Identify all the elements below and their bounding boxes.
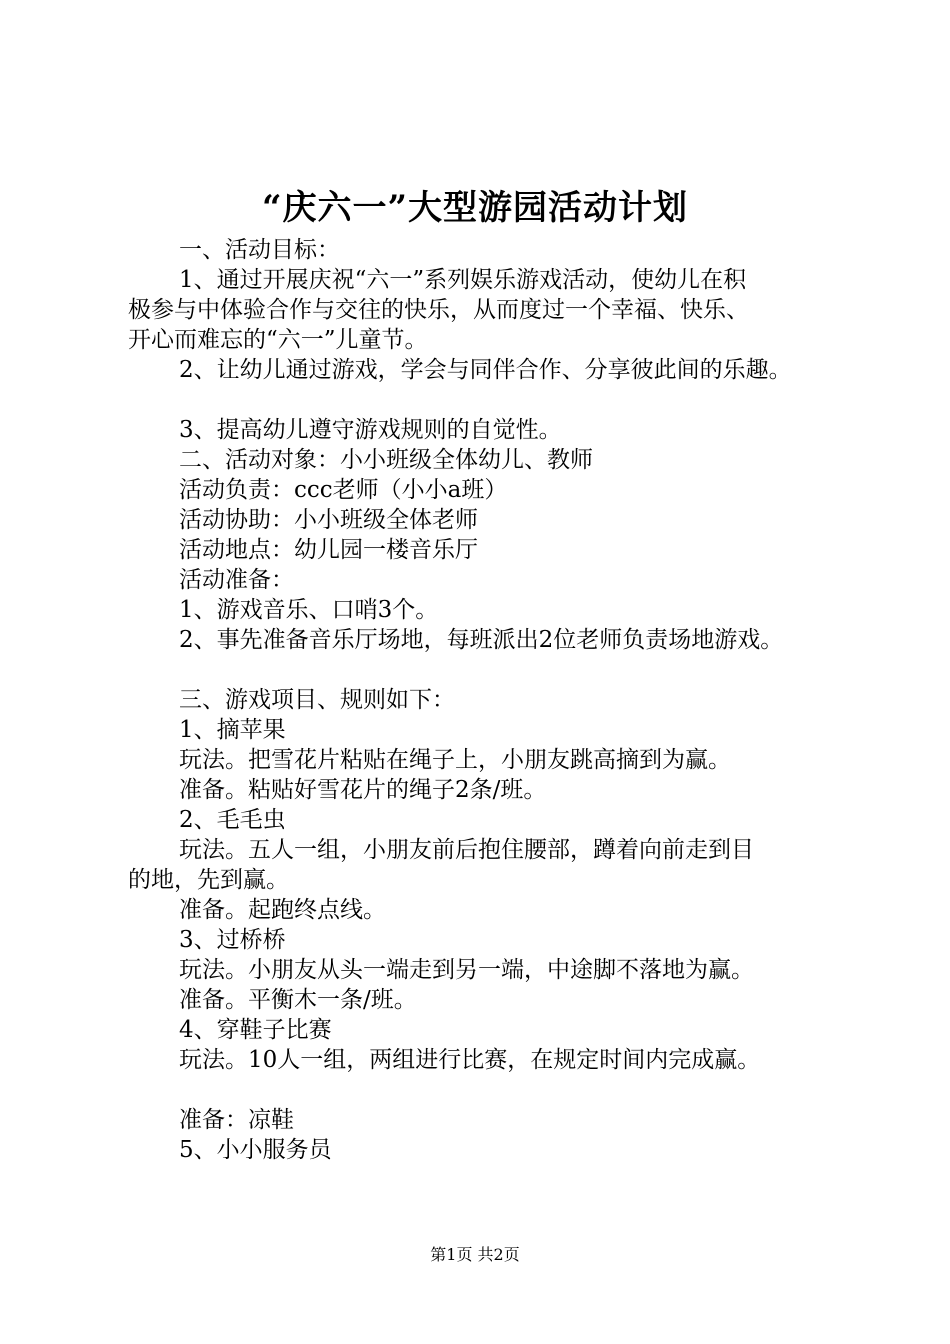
blank-line: [128, 655, 848, 685]
document-title: “庆六一”大型游园活动计划: [261, 188, 689, 228]
paragraph-line: 极参与中体验合作与交往的快乐，从而度过一个幸福、快乐、: [128, 297, 749, 323]
game-title: 1、摘苹果: [179, 717, 286, 743]
paragraph-line: 玩法。10人一组，两组进行比赛，在规定时间内完成赢。: [179, 1047, 761, 1073]
paragraph-line: 玩法。五人一组，小朋友前后抱住腰部，蹲着向前走到目: [179, 837, 754, 863]
paragraph-line: 准备。起跑终点线。: [179, 897, 386, 923]
paragraph-line: 准备。平衡木一条/班。: [179, 987, 417, 1013]
paragraph-line: 1、通过开展庆祝“六一”系列娱乐游戏活动，使幼儿在积: [179, 267, 747, 293]
document-body: [128, 235, 848, 1165]
section-heading-goals: 一、活动目标：: [179, 237, 340, 263]
game-title: 3、过桥桥: [179, 927, 286, 953]
game-title: 5、小小服务员: [179, 1137, 332, 1163]
section-heading-games: 三、游戏项目、规则如下：: [179, 687, 455, 713]
paragraph-line: 2、事先准备音乐厅场地，每班派出2位老师负责场地游戏。: [179, 627, 784, 653]
blank-line: [128, 1075, 848, 1105]
paragraph-line: 准备：凉鞋: [179, 1107, 294, 1133]
page-footer: 第1页 共2页: [430, 1245, 520, 1264]
paragraph-line: 活动协助：小小班级全体老师: [179, 507, 478, 533]
paragraph-line: 开心而难忘的“六一”儿童节。: [128, 327, 428, 353]
game-title: 2、毛毛虫: [179, 807, 286, 833]
game-title: 4、穿鞋子比赛: [179, 1017, 332, 1043]
paragraph-line: 活动地点：幼儿园一楼音乐厅: [179, 537, 478, 563]
paragraph-line: 活动准备：: [179, 567, 294, 593]
paragraph-line: 3、提高幼儿遵守游戏规则的自觉性。: [179, 417, 562, 443]
paragraph-line: 2、让幼儿通过游戏，学会与同伴合作、分享彼此间的乐趣。: [179, 357, 792, 383]
blank-line: [128, 385, 848, 415]
section-heading-target: 二、活动对象：小小班级全体幼儿、教师: [179, 447, 593, 473]
paragraph-line: 的地，先到赢。: [128, 867, 289, 893]
paragraph-line: 玩法。把雪花片粘贴在绳子上，小朋友跳高摘到为赢。: [179, 747, 731, 773]
paragraph-line: 活动负责：ccc老师（小小a班）: [179, 477, 508, 503]
paragraph-line: 准备。粘贴好雪花片的绳子2条/班。: [179, 777, 547, 803]
paragraph-line: 玩法。小朋友从头一端走到另一端，中途脚不落地为赢。: [179, 957, 754, 983]
paragraph-line: 1、游戏音乐、口哨3个。: [179, 597, 439, 623]
